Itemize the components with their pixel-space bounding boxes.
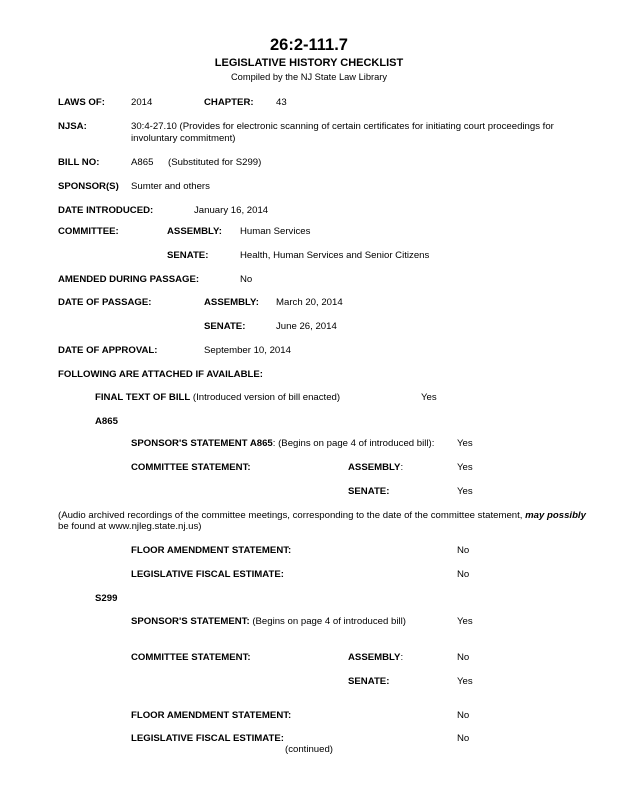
approval-label: DATE OF APPROVAL:: [58, 345, 158, 356]
s299-heading: S299: [95, 593, 118, 604]
a865-sponsor-statement-note: : (Begins on page 4 of introduced bill):: [272, 438, 435, 449]
a865-sponsor-statement-label: SPONSOR'S STATEMENT A865: [131, 438, 273, 449]
passage-assembly-label: ASSEMBLY:: [204, 297, 259, 308]
njsa-line-1: 30:4-27.10 (Provides for electronic scanning of certain certificates for initiating court proceedings for: [131, 121, 554, 132]
final-text-row: [95, 392, 340, 404]
a865-committee-assembly-row: [348, 462, 403, 474]
njsa-label: NJSA:: [58, 121, 87, 132]
committee-assembly-value: Human Services: [240, 226, 311, 237]
s299-floor-amendment-label: FLOOR AMENDMENT STATEMENT:: [131, 710, 292, 721]
s299-sponsor-statement-value: Yes: [457, 616, 473, 627]
committee-label: COMMITTEE:: [58, 226, 119, 237]
s299-committee-assembly-colon: :: [400, 652, 404, 663]
a865-committee-senate-value: Yes: [457, 486, 473, 497]
s299-sponsor-statement-note: (Begins on page 4 of introduced bill): [249, 616, 406, 627]
sponsors-value: Sumter and others: [131, 181, 210, 192]
chapter-label: CHAPTER:: [204, 97, 254, 108]
compiled-by: Compiled by the NJ State Law Library: [230, 72, 388, 82]
audio-note-emphasis: may possibly: [525, 510, 586, 521]
a865-committee-senate-label: SENATE:: [348, 486, 390, 497]
continued-note: (continued): [285, 744, 333, 755]
a865-committee-assembly-label: ASSEMBLY: [348, 462, 401, 473]
bill-no-substitution-note: (Substituted for S299): [168, 157, 262, 168]
citation-heading: 26:2-111.7: [270, 36, 348, 54]
a865-floor-amendment-value: No: [457, 545, 470, 556]
s299-committee-statement-label: COMMITTEE STATEMENT:: [131, 652, 251, 663]
sponsors-label: SPONSOR(S): [58, 181, 119, 192]
final-text-value: Yes: [421, 392, 437, 403]
passage-assembly-value: March 20, 2014: [276, 297, 343, 308]
s299-floor-amendment-value: No: [457, 710, 470, 721]
passage-senate-label: SENATE:: [204, 321, 246, 332]
audio-note-text: (Audio archived recordings of the committee meetings, corresponding to the date of the committee statement,: [58, 510, 526, 521]
attachments-heading: FOLLOWING ARE ATTACHED IF AVAILABLE:: [58, 369, 263, 380]
a865-committee-assembly-colon: :: [400, 462, 404, 473]
date-introduced-label: DATE INTRODUCED:: [58, 205, 154, 216]
amended-value: No: [240, 274, 253, 285]
s299-fiscal-estimate-label: LEGISLATIVE FISCAL ESTIMATE:: [131, 733, 284, 744]
a865-sponsor-statement-value: Yes: [457, 438, 473, 449]
passage-label: DATE OF PASSAGE:: [58, 297, 152, 308]
s299-committee-assembly-label: ASSEMBLY: [348, 652, 401, 663]
a865-fiscal-estimate-value: No: [457, 569, 470, 580]
document-title: LEGISLATIVE HISTORY CHECKLIST: [214, 57, 404, 69]
date-introduced-value: January 16, 2014: [194, 205, 269, 216]
committee-assembly-label: ASSEMBLY:: [167, 226, 222, 237]
approval-value: September 10, 2014: [204, 345, 291, 356]
final-text-note: (Introduced version of bill enacted): [190, 392, 341, 403]
s299-committee-senate-label: SENATE:: [348, 676, 390, 687]
s299-fiscal-estimate-value: No: [457, 733, 470, 744]
a865-floor-amendment-label: FLOOR AMENDMENT STATEMENT:: [131, 545, 292, 556]
a865-sponsor-statement-row: [131, 438, 434, 450]
committee-senate-label: SENATE:: [167, 250, 209, 261]
a865-committee-statement-label: COMMITTEE STATEMENT:: [131, 462, 251, 473]
s299-committee-assembly-row: [348, 652, 403, 664]
passage-senate-value: June 26, 2014: [276, 321, 337, 332]
bill-no-value: A865: [131, 157, 154, 168]
a865-fiscal-estimate-label: LEGISLATIVE FISCAL ESTIMATE:: [131, 569, 284, 580]
amended-label: AMENDED DURING PASSAGE:: [58, 274, 200, 285]
s299-sponsor-statement-label: SPONSOR'S STATEMENT:: [131, 616, 250, 627]
committee-senate-value: Health, Human Services and Senior Citizens: [240, 250, 430, 261]
a865-heading: A865: [95, 416, 118, 427]
njsa-line-2: involuntary commitment): [131, 133, 236, 144]
s299-sponsor-statement-row: [131, 616, 406, 628]
laws-of-value: 2014: [131, 97, 153, 108]
final-text-label: FINAL TEXT OF BILL: [95, 392, 191, 403]
audio-note-line-2: be found at www.njleg.state.nj.us): [58, 521, 202, 532]
a865-committee-assembly-value: Yes: [457, 462, 473, 473]
s299-committee-assembly-value: No: [457, 652, 470, 663]
bill-no-label: BILL NO:: [58, 157, 100, 168]
laws-of-label: LAWS OF:: [58, 97, 105, 108]
chapter-value: 43: [276, 97, 287, 108]
s299-committee-senate-value: Yes: [457, 676, 473, 687]
audio-note-line-1: [58, 510, 586, 522]
